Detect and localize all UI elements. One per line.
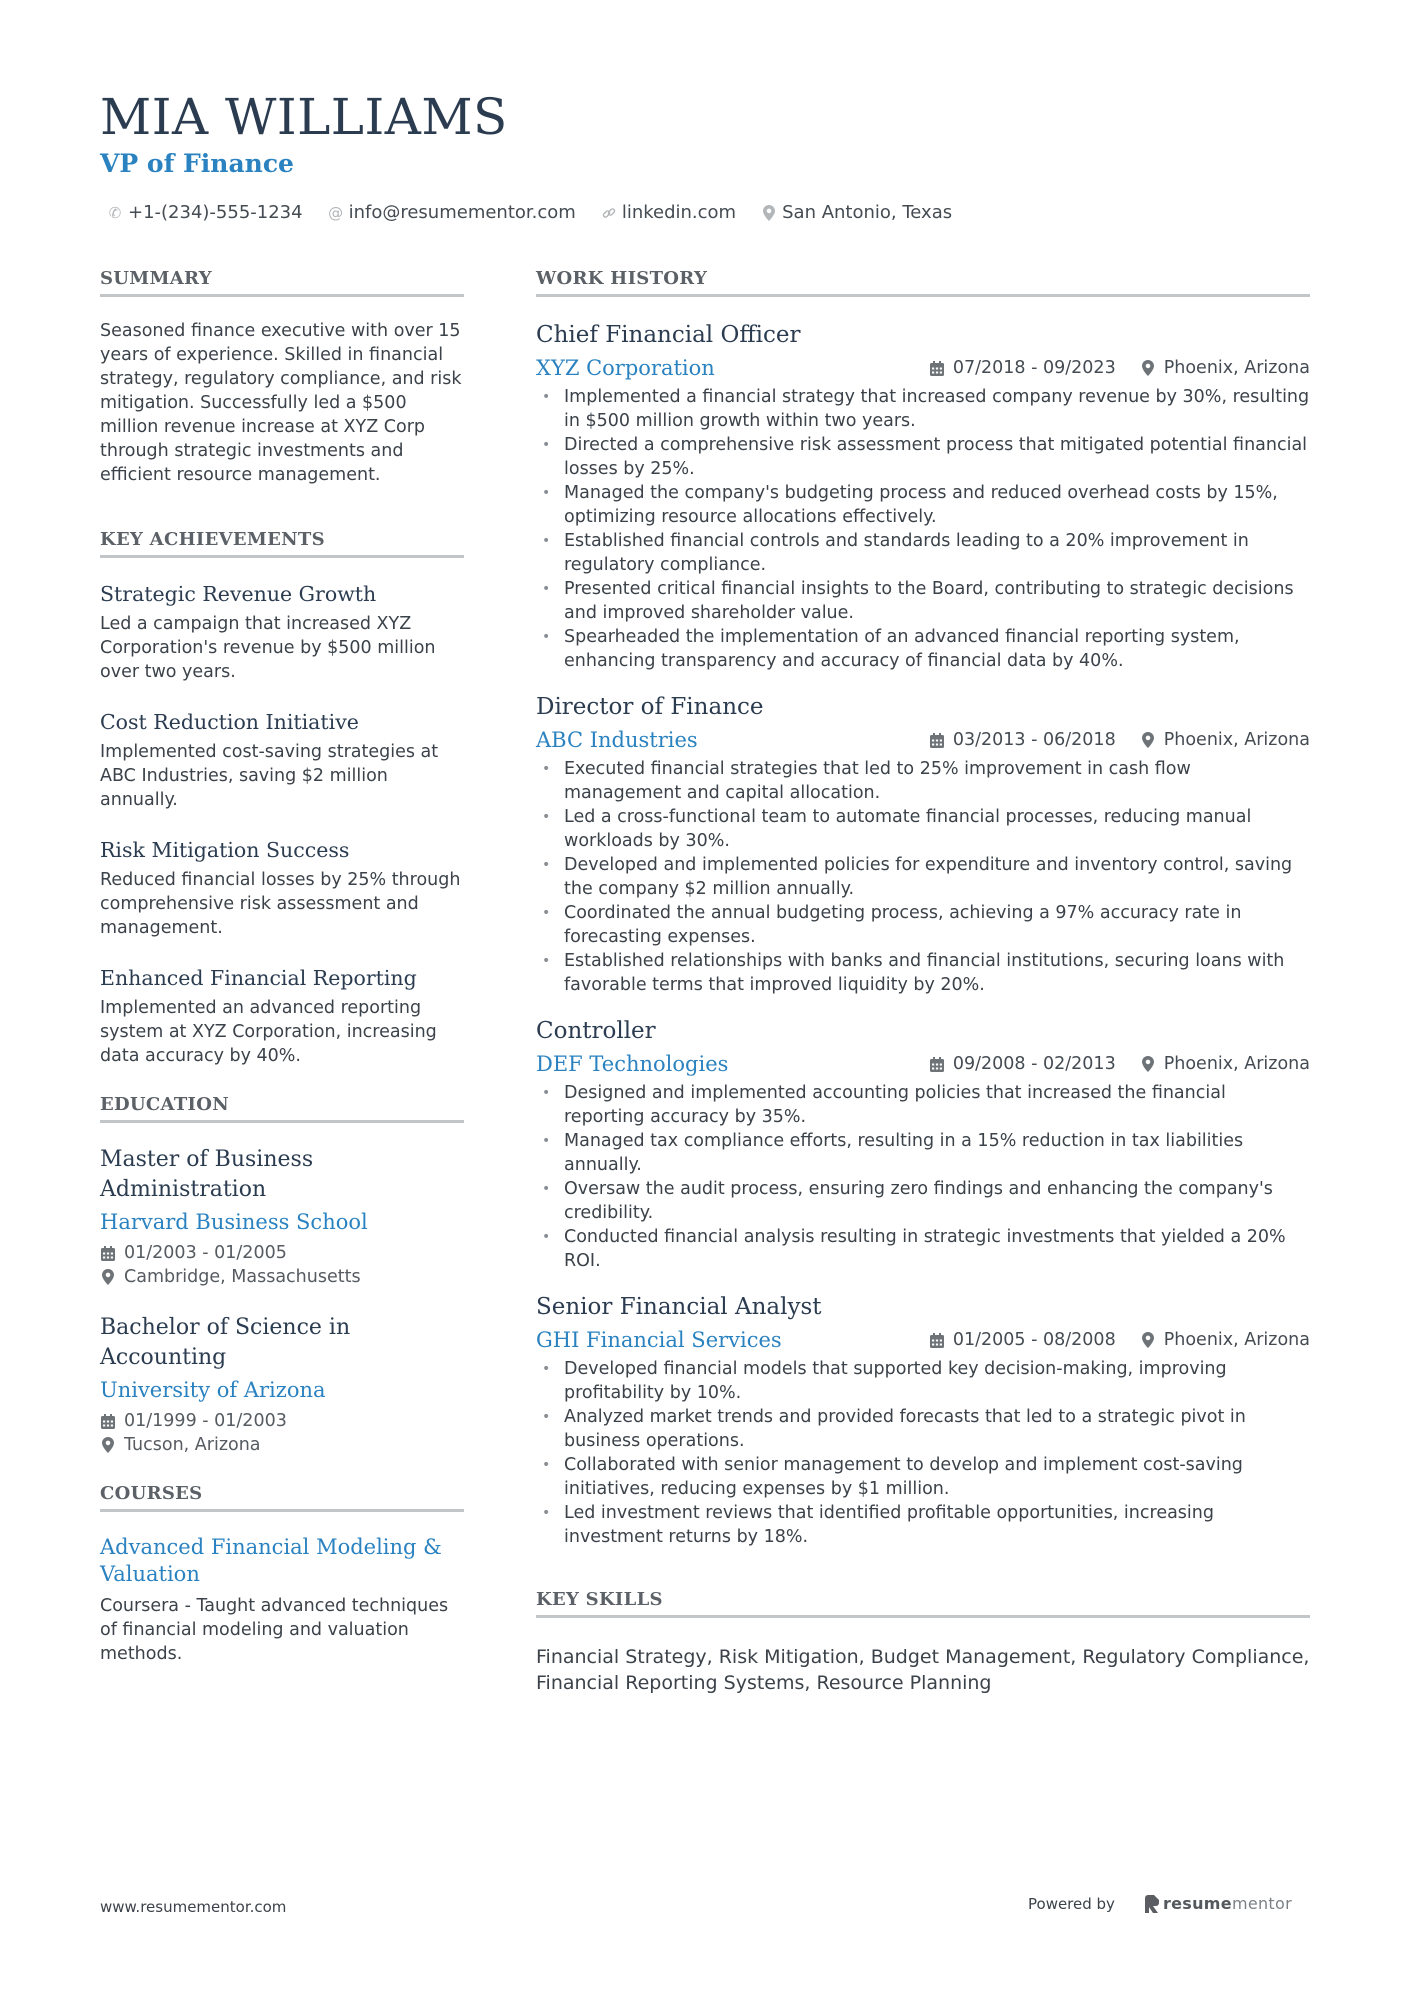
bullet-dot-icon: • bbox=[542, 1181, 551, 1197]
job-bullets bbox=[536, 757, 1310, 997]
job-location bbox=[1140, 730, 1310, 750]
job-entry bbox=[536, 319, 1310, 673]
resumementor-logo[interactable] bbox=[1145, 1894, 1292, 1913]
calendar-icon bbox=[100, 1246, 116, 1261]
phone-icon: ✆ bbox=[108, 204, 122, 222]
job-bullet bbox=[536, 625, 1310, 673]
footer-website[interactable]: www.resumementor.com bbox=[100, 1898, 287, 1916]
job-dates bbox=[929, 730, 1116, 750]
job-subheader bbox=[536, 1325, 1310, 1355]
job-company: DEF Technologies bbox=[536, 1052, 729, 1076]
job-dates bbox=[929, 1054, 1116, 1074]
job-meta bbox=[929, 1054, 1310, 1074]
job-bullets bbox=[536, 1357, 1310, 1549]
location-pin-icon bbox=[1140, 1056, 1156, 1072]
bullet-dot-icon: • bbox=[542, 761, 551, 777]
job-bullet bbox=[536, 529, 1310, 577]
job-bullet-text: Designed and implemented accounting policies that increased the financial reporting accuracy by 35%. bbox=[564, 1083, 1226, 1127]
achievement-text: Reduced financial losses by 25% through comprehensive risk assessment and management. bbox=[100, 870, 461, 938]
footer-branding bbox=[1028, 1894, 1292, 1913]
right-column bbox=[536, 266, 1310, 1696]
job-bullet-text: Collaborated with senior management to develop and implement cost-saving initiatives, reducing expenses by $1 million. bbox=[564, 1455, 1243, 1499]
bullet-dot-icon: • bbox=[542, 905, 551, 921]
job-bullet-text: Led investment reviews that identified profitable opportunities, increasing investment returns by 18%. bbox=[564, 1503, 1214, 1547]
job-company: GHI Financial Services bbox=[536, 1328, 782, 1352]
contact-linkedin[interactable] bbox=[602, 200, 736, 226]
job-bullet-text: Presented critical financial insights to the Board, contributing to strategic decisions and improved shareholder value. bbox=[564, 579, 1294, 623]
bullet-dot-icon: • bbox=[542, 809, 551, 825]
powered-by-label: Powered by bbox=[1028, 1894, 1115, 1913]
job-meta bbox=[929, 1330, 1310, 1350]
job-bullet bbox=[536, 1357, 1310, 1405]
calendar-icon bbox=[929, 1333, 945, 1348]
bullet-dot-icon: • bbox=[542, 629, 551, 645]
job-title: Director of Finance bbox=[536, 694, 764, 720]
job-title: Senior Financial Analyst bbox=[536, 1294, 822, 1320]
job-bullet bbox=[536, 433, 1310, 481]
logo-text-bold: resume bbox=[1162, 1894, 1232, 1913]
job-bullet-text: Oversaw the audit process, ensuring zero findings and enhancing the company's credibility. bbox=[564, 1179, 1273, 1223]
education-heading: EDUCATION bbox=[100, 1092, 464, 1123]
job-bullet bbox=[536, 1225, 1310, 1273]
job-meta bbox=[929, 358, 1310, 378]
education-location-text: Cambridge, Massachusetts bbox=[124, 1267, 361, 1287]
bullet-dot-icon: • bbox=[542, 1409, 551, 1425]
calendar-icon bbox=[100, 1414, 116, 1429]
job-bullet bbox=[536, 577, 1310, 625]
bullet-dot-icon: • bbox=[542, 857, 551, 873]
job-bullet-text: Established financial controls and standards leading to a 20% improvement in regulatory compliance. bbox=[564, 531, 1249, 575]
achievement-item bbox=[100, 836, 464, 940]
work-history-section bbox=[536, 266, 1310, 1549]
achievement-text: Implemented an advanced reporting system at XYZ Corporation, increasing data accuracy by 40%. bbox=[100, 998, 437, 1066]
education-degree: Master of Business Administration bbox=[100, 1147, 314, 1202]
bullet-dot-icon: • bbox=[542, 1085, 551, 1101]
contact-linkedin-text: linkedin.com bbox=[621, 202, 737, 223]
skills-text: Financial Strategy, Risk Mitigation, Budget Management, Regulatory Compliance, Financial Reporting Systems, Resource Planning bbox=[536, 1646, 1310, 1694]
logo-mark-icon bbox=[1145, 1895, 1159, 1913]
achievements-heading: KEY ACHIEVEMENTS bbox=[100, 527, 464, 558]
bullet-dot-icon: • bbox=[542, 1457, 551, 1473]
job-bullet bbox=[536, 1177, 1310, 1225]
skills-heading: KEY SKILLS bbox=[536, 1587, 1310, 1618]
bullet-dot-icon: • bbox=[542, 533, 551, 549]
calendar-icon bbox=[929, 733, 945, 748]
job-bullet bbox=[536, 757, 1310, 805]
contact-email[interactable] bbox=[329, 200, 576, 226]
skills-section bbox=[536, 1587, 1310, 1696]
job-dates bbox=[929, 358, 1116, 378]
job-bullet-text: Managed the company's budgeting process and reduced overhead costs by 15%, optimizing resource allocations effectively. bbox=[564, 483, 1278, 527]
location-pin-icon bbox=[1140, 732, 1156, 748]
work-history-heading: WORK HISTORY bbox=[536, 266, 1310, 297]
location-pin-icon bbox=[1140, 1332, 1156, 1348]
location-pin-icon bbox=[1140, 360, 1156, 376]
logo-text-light: mentor bbox=[1231, 1894, 1292, 1913]
achievement-item bbox=[100, 580, 464, 684]
job-bullet-text: Developed and implemented policies for expenditure and inventory control, saving the company $2 million annually. bbox=[564, 855, 1293, 899]
achievement-text: Led a campaign that increased XYZ Corporation's revenue by $500 million over two years. bbox=[100, 614, 436, 682]
job-title: Controller bbox=[536, 1018, 656, 1044]
education-dates-text: 01/1999 - 01/2003 bbox=[124, 1411, 287, 1431]
education-location bbox=[100, 1433, 464, 1457]
link-icon bbox=[602, 206, 616, 220]
bullet-dot-icon: • bbox=[542, 389, 551, 405]
job-dates-text: 09/2008 - 02/2013 bbox=[952, 1054, 1116, 1074]
job-bullet bbox=[536, 949, 1310, 997]
location-pin-icon bbox=[100, 1269, 116, 1285]
achievement-item bbox=[100, 708, 464, 812]
bullet-dot-icon: • bbox=[542, 1361, 551, 1377]
location-pin-icon bbox=[100, 1437, 116, 1453]
job-title: Chief Financial Officer bbox=[536, 322, 801, 348]
contact-email-text: info@resumementor.com bbox=[348, 202, 576, 223]
education-location bbox=[100, 1265, 464, 1289]
education-item bbox=[100, 1145, 464, 1289]
contact-phone[interactable] bbox=[108, 200, 303, 226]
bullet-dot-icon: • bbox=[542, 953, 551, 969]
job-subheader bbox=[536, 725, 1310, 755]
achievement-text: Implemented cost-saving strategies at ABC Industries, saving $2 million annually. bbox=[100, 742, 439, 810]
achievement-title: Strategic Revenue Growth bbox=[100, 582, 377, 606]
summary-heading: SUMMARY bbox=[100, 266, 464, 297]
education-degree: Bachelor of Science in Accounting bbox=[100, 1315, 351, 1370]
job-location bbox=[1140, 358, 1310, 378]
job-bullet-text: Managed tax compliance efforts, resulting in a 15% reduction in tax liabilities annually. bbox=[564, 1131, 1244, 1175]
contact-row bbox=[108, 200, 952, 226]
course-text: Coursera - Taught advanced techniques of financial modeling and valuation methods. bbox=[100, 1596, 449, 1664]
job-bullet-text: Directed a comprehensive risk assessment process that mitigated potential financial losses by 25%. bbox=[564, 435, 1308, 479]
course-title: Advanced Financial Modeling & Valuation bbox=[100, 1535, 442, 1586]
job-bullet-text: Led a cross-functional team to automate financial processes, reducing manual workloads by 30%. bbox=[564, 807, 1252, 851]
job-dates-text: 01/2005 - 08/2008 bbox=[952, 1330, 1116, 1350]
education-location-text: Tucson, Arizona bbox=[124, 1435, 261, 1455]
job-bullet-text: Conducted financial analysis resulting in strategic investments that yielded a 20% ROI. bbox=[564, 1227, 1286, 1271]
course-item bbox=[100, 1534, 464, 1666]
location-pin-icon bbox=[762, 205, 776, 221]
job-location bbox=[1140, 1330, 1310, 1350]
job-meta bbox=[929, 730, 1310, 750]
job-entry bbox=[536, 1015, 1310, 1273]
job-bullets bbox=[536, 1081, 1310, 1273]
education-section bbox=[100, 1092, 464, 1457]
job-bullet bbox=[536, 1501, 1310, 1549]
contact-location bbox=[762, 200, 952, 226]
job-bullet bbox=[536, 1405, 1310, 1453]
job-dates bbox=[929, 1330, 1116, 1350]
achievement-title: Cost Reduction Initiative bbox=[100, 710, 359, 734]
calendar-icon bbox=[929, 361, 945, 376]
achievement-title: Enhanced Financial Reporting bbox=[100, 966, 417, 990]
job-bullet-text: Analyzed market trends and provided forecasts that led to a strategic pivot in business operations. bbox=[564, 1407, 1246, 1451]
job-list bbox=[536, 319, 1310, 1549]
job-bullet-text: Implemented a financial strategy that increased company revenue by 30%, resulting in $500 million growth within two years. bbox=[564, 387, 1310, 431]
left-column bbox=[100, 266, 464, 1666]
bullet-dot-icon: • bbox=[542, 1133, 551, 1149]
summary-text: Seasoned finance executive with over 15 years of experience. Skilled in financial strategy, regulatory compliance, and risk mitigation. Successfully led a $500 million revenue increase at XYZ Corp through strategic investments and efficient resource management. bbox=[100, 321, 462, 485]
bullet-dot-icon: • bbox=[542, 581, 551, 597]
job-location-text: Phoenix, Arizona bbox=[1163, 730, 1310, 750]
job-entry bbox=[536, 691, 1310, 997]
achievements-section bbox=[100, 527, 464, 1068]
education-dates-text: 01/2003 - 01/2005 bbox=[124, 1243, 287, 1263]
bullet-dot-icon: • bbox=[542, 485, 551, 501]
job-bullet bbox=[536, 385, 1310, 433]
job-bullet-text: Executed financial strategies that led to 25% improvement in cash flow management and capital allocation. bbox=[564, 759, 1191, 803]
summary-section bbox=[100, 266, 464, 487]
bullet-dot-icon: • bbox=[542, 1229, 551, 1245]
job-bullet bbox=[536, 1129, 1310, 1177]
job-bullet-text: Spearheaded the implementation of an advanced financial reporting system, enhancing transparency and accuracy of financial data by 40%. bbox=[564, 627, 1240, 671]
job-entry bbox=[536, 1291, 1310, 1549]
job-bullet bbox=[536, 1081, 1310, 1129]
education-dates bbox=[100, 1409, 464, 1433]
job-location bbox=[1140, 1054, 1310, 1074]
job-location-text: Phoenix, Arizona bbox=[1163, 358, 1310, 378]
contact-phone-text: +1-(234)-555-1234 bbox=[128, 202, 303, 223]
job-bullet bbox=[536, 805, 1310, 853]
education-school: University of Arizona bbox=[100, 1378, 326, 1402]
calendar-icon bbox=[929, 1057, 945, 1072]
job-subheader bbox=[536, 1049, 1310, 1079]
job-company: XYZ Corporation bbox=[536, 356, 715, 380]
education-school: Harvard Business School bbox=[100, 1210, 368, 1234]
job-dates-text: 03/2013 - 06/2018 bbox=[952, 730, 1116, 750]
education-item bbox=[100, 1313, 464, 1457]
at-icon: @ bbox=[328, 204, 344, 222]
bullet-dot-icon: • bbox=[542, 1505, 551, 1521]
candidate-name: MIA WILLIAMS bbox=[100, 88, 508, 146]
bullet-dot-icon: • bbox=[542, 437, 551, 453]
job-bullet bbox=[536, 1453, 1310, 1501]
education-dates bbox=[100, 1241, 464, 1265]
job-bullet bbox=[536, 901, 1310, 949]
job-location-text: Phoenix, Arizona bbox=[1163, 1054, 1310, 1074]
achievement-title: Risk Mitigation Success bbox=[100, 838, 350, 862]
job-bullets bbox=[536, 385, 1310, 673]
achievement-item bbox=[100, 964, 464, 1068]
job-bullet-text: Developed financial models that supported key decision-making, improving profitability by 10%. bbox=[564, 1359, 1227, 1403]
candidate-title: VP of Finance bbox=[100, 149, 294, 178]
job-subheader bbox=[536, 353, 1310, 383]
job-bullet bbox=[536, 853, 1310, 901]
contact-location-text: San Antonio, Texas bbox=[782, 202, 953, 223]
job-bullet-text: Established relationships with banks and financial institutions, securing loans with favorable terms that improved liquidity by 20%. bbox=[564, 951, 1285, 995]
job-location-text: Phoenix, Arizona bbox=[1163, 1330, 1310, 1350]
courses-heading: COURSES bbox=[100, 1481, 464, 1512]
courses-section bbox=[100, 1481, 464, 1666]
job-bullet-text: Coordinated the annual budgeting process, achieving a 97% accuracy rate in forecasting expenses. bbox=[564, 903, 1242, 947]
job-company: ABC Industries bbox=[536, 728, 698, 752]
job-dates-text: 07/2018 - 09/2023 bbox=[952, 358, 1116, 378]
job-bullet bbox=[536, 481, 1310, 529]
